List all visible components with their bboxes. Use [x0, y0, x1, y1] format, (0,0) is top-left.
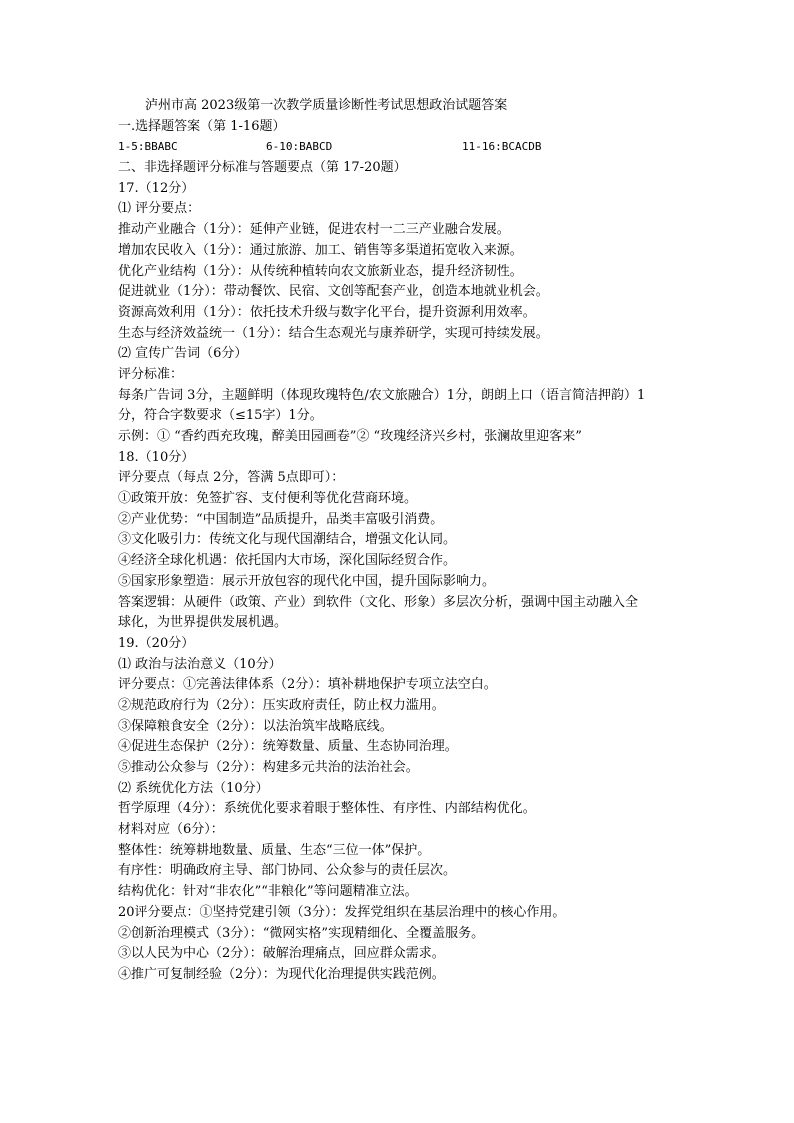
- text-line: ⑤推动公众参与（2分）：构建多元共治的法治社会。: [118, 760, 419, 775]
- text-line: 答案逻辑：从硬件（政策、产业）到软件（文化、形象）多层次分析，强调中国主动融入全: [118, 594, 639, 610]
- text-line: 评分要点（每点 2分，答满 5点即可）：: [118, 470, 345, 486]
- text-line: ⑵ 系统优化方法（10分）: [118, 780, 269, 796]
- text-line: ③以人民为中心（2分）：破解治理痛点，回应群众需求。: [118, 946, 445, 962]
- section-heading-multiple-choice: 一.选择题答案（第 1-16题）: [118, 118, 286, 134]
- text-line: ⑴ 评分要点：: [118, 201, 201, 217]
- text-line: 生态与经济效益统一（1分）：结合生态观光与康养研学，实现可持续发展。: [118, 325, 549, 341]
- text-line: 球化，为世界提供发展机遇。: [118, 615, 288, 631]
- text-line: 材料对应（6分）：: [118, 822, 224, 838]
- text-line: ③保障粮食安全（2分）：以法治筑牢战略底线。: [118, 718, 393, 734]
- text-line: 评分标准：: [118, 366, 184, 382]
- text-line: 哲学原理（4分）：系统优化要求着眼于整体性、有序性、内部结构优化。: [118, 801, 536, 817]
- text-line: ④推广可复制经验（2分）：为现代化治理提供实践范例。: [118, 966, 445, 982]
- text-line: 示例：① “香约西充玫瑰，醉美田园画卷”② “玫瑰经济兴乡村，张澜故里迎客来”: [118, 429, 582, 444]
- text-line: ④经济全球化机遇：依托国内大市场，深化国际经贸合作。: [118, 553, 457, 569]
- text-line: 资源高效利用（1分）：依托技术升级与数字化平台，提升资源利用效率。: [118, 304, 536, 320]
- section-heading-non-choice: 二、非选择题评分标准与答题要点（第 17-20题）: [118, 160, 407, 176]
- text-line: ②创新治理模式（3分）：“微网实格”实现精细化、全覆盖服务。: [118, 925, 485, 941]
- text-line: 结构优化：针对“非农化”“非粮化”等问题精准立法。: [118, 884, 418, 900]
- answer-document: [118, 96, 688, 986]
- text-line: 每条广告词 3分，主题鲜明（体现玫瑰特色/农文旅融合）1分，朗朗上口（语言简洁押韵）1: [118, 387, 646, 403]
- text-line: 有序性：明确政府主导、部门协同、公众参与的责任层次。: [118, 863, 457, 879]
- text-line: 评分要点：①完善法律体系（2分）：填补耕地保护专项立法空白。: [118, 677, 497, 693]
- multiple-choice-answers: [118, 137, 688, 158]
- text-line: 17.（12分）: [118, 180, 195, 196]
- text-line: ⑴ 政治与法治意义（10分）: [118, 656, 282, 672]
- text-line: 促进就业（1分）：带动餐饮、民宿、文创等配套产业，创造本地就业机会。: [118, 284, 549, 300]
- answer-group-6-10: 6-10:BABCD: [266, 140, 333, 154]
- text-line: ⑵ 宣传广告词（6分）: [118, 346, 248, 362]
- document-title: 泸州市高 2023级第一次教学质量诊断性考试思想政治试题答案: [145, 98, 508, 113]
- text-line: ④促进生态保护（2分）：统筹数量、质量、生态协同治理。: [118, 739, 458, 755]
- text-line: ③文化吸引力：传统文化与现代国潮结合，增强文化认同。: [118, 532, 457, 548]
- text-line: ①政策开放：免签扩容、支付便利等优化营商环境。: [118, 491, 418, 507]
- text-line: 19.（20分）: [118, 635, 195, 651]
- text-line: 20评分要点：①坚持党建引领（3分）：发挥党组织在基层治理中的核心作用。: [118, 904, 566, 920]
- answer-group-1-5: 1-5:BBABC: [118, 140, 178, 154]
- text-line: 分，符合字数要求（≤15字）1分。: [118, 408, 323, 424]
- text-line: 优化产业结构（1分）：从传统种植转向农文旅新业态，提升经济韧性。: [118, 263, 523, 279]
- text-line: 推动产业融合（1分）：延伸产业链，促进农村一二三产业融合发展。: [118, 222, 510, 238]
- text-line: 18.（10分）: [118, 449, 195, 465]
- text-line: ⑤国家形象塑造：展示开放包容的现代化中国，提升国际影响力。: [118, 573, 496, 589]
- answer-group-11-16: 11-16:BCACDB: [462, 140, 542, 154]
- text-line: ②规范政府行为（2分）：压实政府责任，防止权力滥用。: [118, 697, 445, 713]
- text-line: ②产业优势：“中国制造”品质提升，品类丰富吸引消费。: [118, 511, 444, 527]
- text-line: 整体性：统筹耕地数量、质量、生态“三位一体”保护。: [118, 842, 431, 858]
- answer-body: [118, 179, 688, 986]
- text-line: 增加农民收入（1分）：通过旅游、加工、销售等多渠道拓宽收入来源。: [118, 242, 523, 258]
